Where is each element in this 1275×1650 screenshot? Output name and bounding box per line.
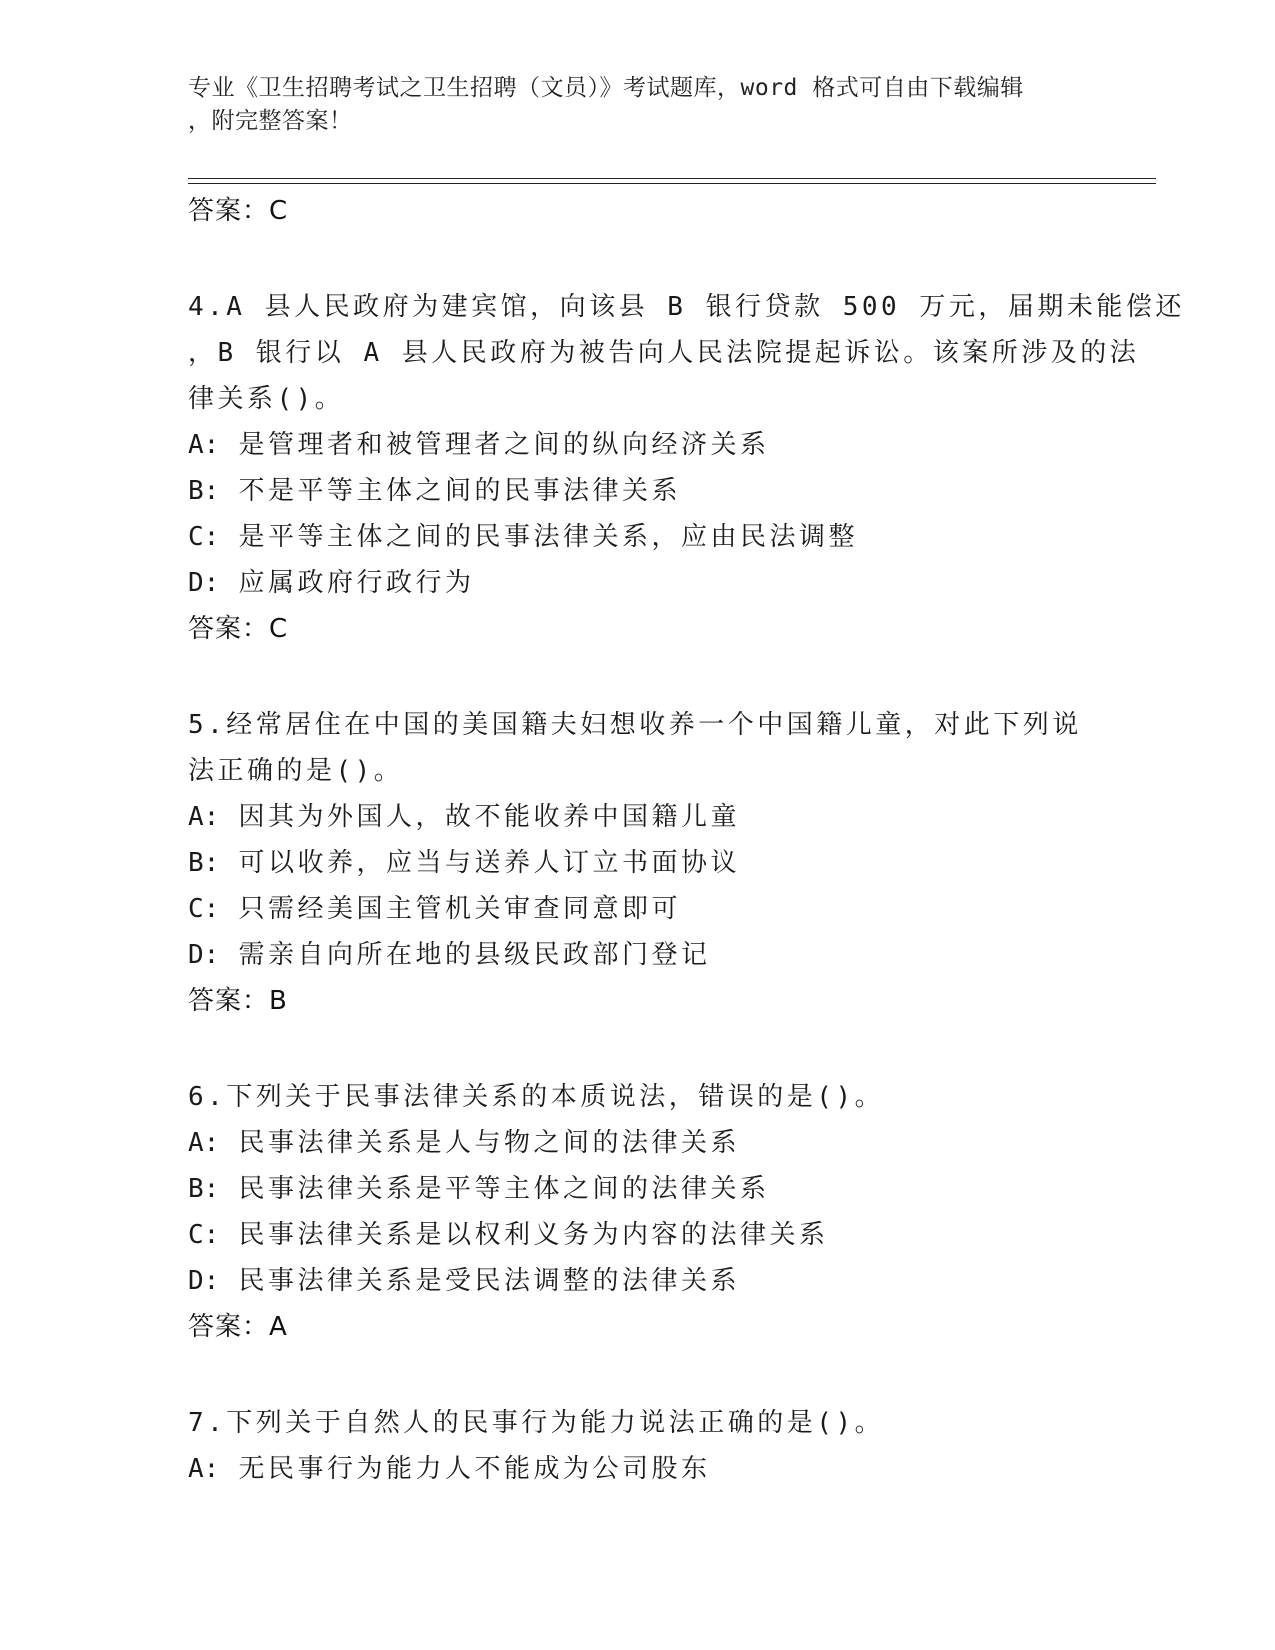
option-letter: C: (188, 522, 220, 552)
option-c (188, 1212, 1088, 1258)
option-text: 可以收养，应当与送养人订立书面协议 (238, 848, 740, 878)
option-letter: D: (188, 1266, 220, 1296)
question-text-line: ，B 银行以 A 县人民政府为被告向人民法院提起诉讼。该案所涉及的法 (188, 338, 1140, 368)
question-6 (188, 1074, 1088, 1120)
answer-line: 答案：C (188, 196, 289, 226)
option-b (188, 840, 1088, 886)
question-text-line: 6.下列关于民事法律关系的本质说法，错误的是()。 (188, 1082, 885, 1112)
question-5 (188, 702, 1088, 794)
header-line-1: 专业《卫生招聘考试之卫生招聘（文员）》考试题库，word 格式可自由下载编辑 (188, 75, 1024, 101)
option-text: 民事法律关系是以权利义务为内容的法律关系 (238, 1220, 829, 1250)
question-text-line: 5.经常居住在中国的美国籍夫妇想收养一个中国籍儿童，对此下列说 (188, 710, 1082, 740)
option-a (188, 422, 1088, 468)
option-letter: A: (188, 1454, 220, 1484)
option-text: 是平等主体之间的民事法律关系，应由民法调整 (238, 522, 858, 552)
question-4 (188, 284, 1185, 422)
document-header (188, 72, 1068, 138)
option-text: 不是平等主体之间的民事法律关系 (238, 476, 681, 506)
question-text-line: 7.下列关于自然人的民事行为能力说法正确的是()。 (188, 1408, 885, 1438)
question-text-line: 律关系()。 (188, 384, 345, 414)
option-d (188, 932, 1088, 978)
option-text: 民事法律关系是受民法调整的法律关系 (238, 1266, 740, 1296)
option-c (188, 886, 1088, 932)
option-text: 民事法律关系是平等主体之间的法律关系 (238, 1174, 770, 1204)
option-letter: C: (188, 894, 220, 924)
question-7 (188, 1400, 1088, 1446)
answer-line: 答案：A (188, 1312, 288, 1342)
header-line-2: ，附完整答案！ (188, 108, 353, 134)
option-b (188, 468, 1088, 514)
option-letter: B: (188, 848, 220, 878)
answer-line: 答案：C (188, 614, 289, 644)
answer-line: 答案：B (188, 986, 288, 1016)
question-text-line: 4.A 县人民政府为建宾馆，向该县 B 银行贷款 500 万元，届期未能偿还 (188, 292, 1185, 322)
question-list (188, 188, 1185, 1492)
option-letter: B: (188, 476, 220, 506)
option-letter: A: (188, 1128, 220, 1158)
option-text: 民事法律关系是人与物之间的法律关系 (238, 1128, 740, 1158)
option-letter: B: (188, 1174, 220, 1204)
option-a (188, 794, 1088, 840)
option-text: 是管理者和被管理者之间的纵向经济关系 (238, 430, 770, 460)
option-text: 应属政府行政行为 (238, 568, 475, 598)
option-letter: A: (188, 802, 220, 832)
option-a (188, 1446, 1088, 1492)
option-text: 因其为外国人，故不能收养中国籍儿童 (238, 802, 740, 832)
option-a (188, 1120, 1088, 1166)
option-text: 无民事行为能力人不能成为公司股东 (238, 1454, 711, 1484)
question-text-line: 法正确的是()。 (188, 756, 404, 786)
option-b (188, 1166, 1088, 1212)
option-letter: C: (188, 1220, 220, 1250)
option-c (188, 514, 1088, 560)
option-text: 需亲自向所在地的县级民政部门登记 (238, 940, 711, 970)
option-d (188, 1258, 1088, 1304)
option-letter: D: (188, 568, 220, 598)
option-text: 只需经美国主管机关审查同意即可 (238, 894, 681, 924)
option-letter: A: (188, 430, 220, 460)
header-divider-bottom (188, 183, 1156, 184)
option-d (188, 560, 1088, 606)
header-divider-top (188, 178, 1156, 179)
option-letter: D: (188, 940, 220, 970)
